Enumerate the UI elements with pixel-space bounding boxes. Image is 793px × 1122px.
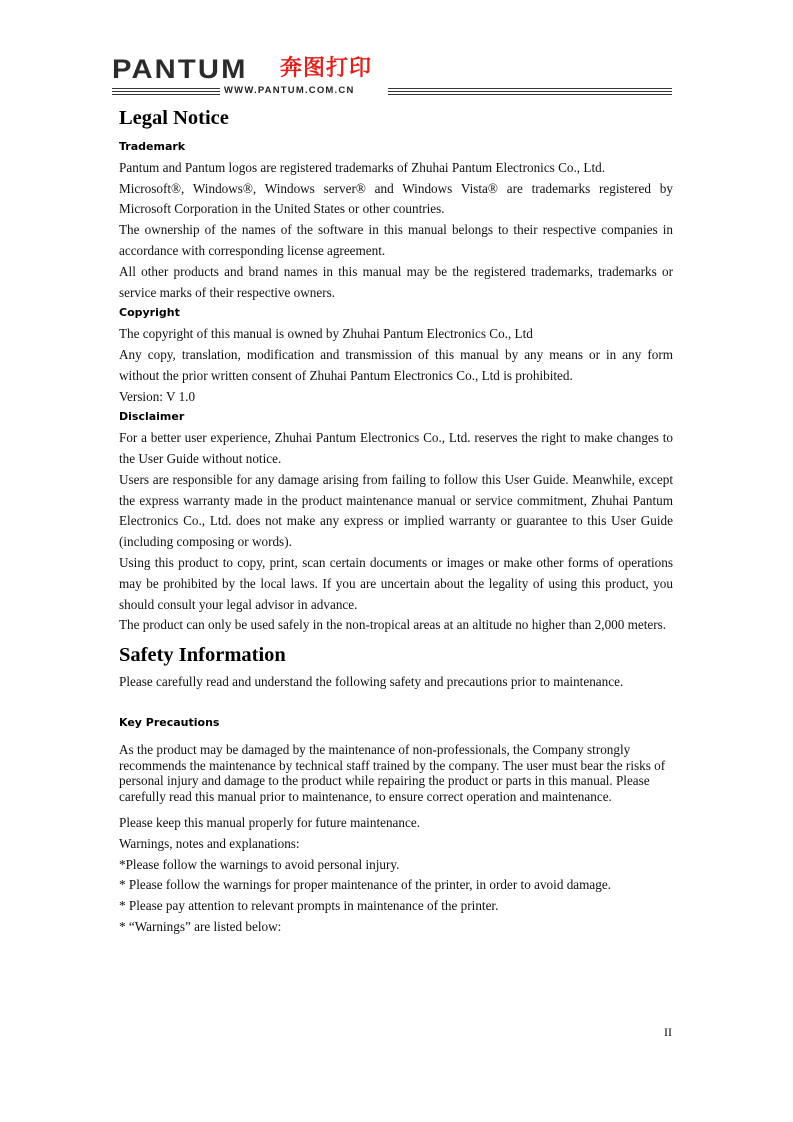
copyright-heading: Copyright bbox=[119, 306, 180, 320]
safety-information-title: Safety Information bbox=[119, 644, 286, 667]
key-precautions-paragraph: As the product may be damaged by the maintenance of non-professionals, the Company strongly recommends the maintenance by technical staff trained by the company. The user must bear the risks of personal injury and damage to the product while repairing the product or parts in this manual. Please carefully read this manual prior to maintenance, to ensure correct operation and maintenance. bbox=[119, 741, 666, 805]
trademark-paragraph: All other products and brand names in this manual may be the registered trademarks, trademarks or service marks of their respective owners. bbox=[119, 263, 673, 300]
header-rule-right bbox=[388, 88, 672, 95]
safety-line: *Please follow the warnings to avoid personal injury. bbox=[119, 856, 400, 872]
disclaimer-paragraph: The product can only be used safely in the non-tropical areas at an altitude no higher than 2,000 meters. bbox=[119, 617, 667, 633]
pantum-logo: PANTUM bbox=[112, 54, 248, 84]
safety-line: * Please follow the warnings for proper maintenance of the printer, in order to avoid damage. bbox=[119, 877, 612, 893]
copyright-paragraph: Any copy, translation, modification and transmission of this manual by any means or in any form without the prior written consent of Zhuhai Pantum Electronics Co., Ltd is prohibited. bbox=[119, 346, 673, 383]
safety-line: * “Warnings” are listed below: bbox=[119, 918, 282, 934]
header-website: WWW.PANTUM.COM.CN bbox=[224, 85, 355, 96]
page-header bbox=[112, 54, 672, 98]
page-number: II bbox=[664, 1025, 672, 1039]
pantum-logo-chinese: 奔图打印 bbox=[280, 56, 373, 81]
version-text: Version: V 1.0 bbox=[119, 388, 196, 404]
safety-line: Please keep this manual properly for future maintenance. bbox=[119, 814, 421, 830]
trademark-paragraph: The ownership of the names of the software in this manual belongs to their respective companies in accordance with corresponding license agreement. bbox=[119, 222, 673, 258]
safety-intro: Please carefully read and understand the following safety and precautions prior to maintenance. bbox=[119, 674, 624, 690]
safety-line: * Please pay attention to relevant prompts in maintenance of the printer. bbox=[119, 898, 499, 914]
copyright-paragraph: The copyright of this manual is owned by Zhuhai Pantum Electronics Co., Ltd bbox=[119, 326, 533, 342]
safety-line: Warnings, notes and explanations: bbox=[119, 835, 300, 851]
trademark-paragraph: Pantum and Pantum logos are registered trademarks of Zhuhai Pantum Electronics Co., Ltd. bbox=[119, 159, 605, 175]
key-precautions-heading: Key Precautions bbox=[119, 715, 220, 729]
header-rule-left bbox=[112, 88, 220, 95]
disclaimer-paragraph: Users are responsible for any damage arising from failing to follow this User Guide. Meanwhile, except the express warranty made in the product maintenance manual or service commitment, Zhuhai Pantum Electronics Co., Ltd. does not make any express or implied warranty or guarantee to this User Guide (including composing or words). bbox=[119, 471, 673, 550]
disclaimer-heading: Disclaimer bbox=[119, 410, 185, 424]
trademark-heading: Trademark bbox=[119, 140, 186, 153]
disclaimer-paragraph: For a better user experience, Zhuhai Pantum Electronics Co., Ltd. reserves the right to make changes to the User Guide without notice. bbox=[119, 430, 673, 466]
page-content bbox=[119, 104, 673, 938]
disclaimer-paragraph: Using this product to copy, print, scan certain documents or images or make other forms of operations may be prohibited by the local laws. If you are uncertain about the legality of using this product, you should consult your legal advisor in advance. bbox=[119, 554, 673, 612]
legal-notice-title: Legal Notice bbox=[119, 107, 229, 129]
trademark-paragraph: Microsoft®, Windows®, Windows server® and Windows Vista® are trademarks registered by Microsoft Corporation in the United States or other countries. bbox=[119, 180, 673, 217]
